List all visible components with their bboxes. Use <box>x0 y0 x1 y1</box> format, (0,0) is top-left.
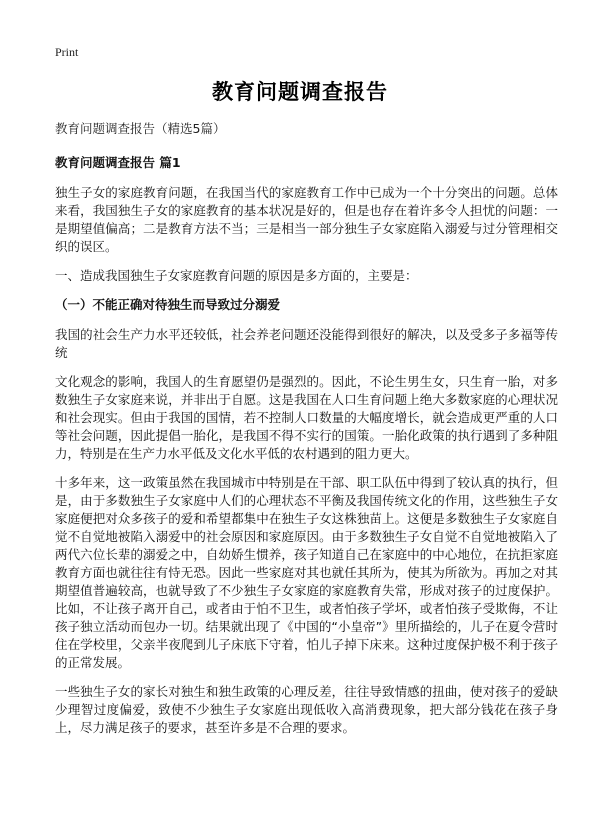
document-body <box>55 120 558 748</box>
document-subtitle: 教育问题调查报告（精选5篇） <box>55 121 226 136</box>
paragraph-intro: 独生子女的家庭教育问题，在我国当代的家庭教育工作中已成为一个十分突出的问题。总体来看，我国独生子女的家庭教育的基本状况是好的，但是也存在着许多令人担忧的问题：一是期望值偏高；二是教育方法不当；三是相当一部分独生子女家庭陷入溺爱与过分管理相交织的误区。 <box>55 185 558 254</box>
subsection-heading: （一）不能正确对待独生而导致过分溺爱 <box>55 297 281 312</box>
section-heading: 教育问题调查报告 篇1 <box>55 155 181 170</box>
print-link[interactable]: Print <box>55 45 79 59</box>
paragraph-policy: 十多年来，这一政策虽然在我国城市中特别是在干部、职工队伍中得到了较认真的执行，但是，由于多数独生子女家庭中人们的心理状态不平衡及我国传统文化的作用，这些独生子女家庭便把对众多孩子的爱和希望都集中在独生子女这株独苗上。这便是多数独生子女家庭自觉不自觉地被陷入溺爱中的社会原因和家庭原因。由于多数独生子女自觉不自觉地被陷入了两代六位长辈的溺爱之中，自幼娇生惯养，孩子知道自己在家庭中的中心地位，在抗拒家庭教育方面也就往往有恃无恐。因此一些家庭对其也就任其所为，使其为所欲为。再加之对其期望值普遍较高，也就导致了不少独生子女家庭的家庭教育失常，形成对孩子的过度保护。比如，不让孩子离开自己，或者由于怕不卫生，或者怕孩子学坏，或者怕孩子受欺侮，不让孩子独立活动而包办一切。结果就出现了《中国的“小皇帝”》里所描绘的，儿子在夏令营时住在学校里，父亲半夜爬到儿子床底下守着，怕儿子掉下床来。这种过度保护极不利于孩子的正常发展。 <box>55 475 558 670</box>
page-title: 教育问题调查报告 <box>212 79 388 104</box>
paragraph-causes: 一、造成我国独生子女家庭教育问题的原因是多方面的，主要是： <box>55 268 418 283</box>
paragraph-parents: 一些独生子女的家长对独生和独生政策的心理反差，往往导致情感的扭曲，使对孩子的爱缺少理智过度偏爱，致使不少独生子女家庭出现低收入高消费现象，把大部分钱花在孩子身上，尽力满足孩子的要求，甚至许多是不合理的要求。 <box>55 684 558 735</box>
paragraph-culture: 文化观念的影响，我国人的生育愿望仍是强烈的。因此，不论生男生女，只生育一胎，对多数独生子女家庭来说，并非出于自愿。这是我国在人口生育问题上绝大多数家庭的心理状况和社会现实。但由于我国的国情，若不控制人口数量的大幅度增长，就会造成更严重的人口等社会问题，因此提倡一胎化，是我国不得不实行的国策。一胎化政策的执行遇到了多种阻力，特别是在生产力水平低及文化水平低的农村遇到的阻力更大。 <box>55 374 558 461</box>
paragraph-productivity: 我国的社会生产力水平还较低，社会养老问题还没能得到很好的解决，以及受多子多福等传统 <box>55 327 558 360</box>
